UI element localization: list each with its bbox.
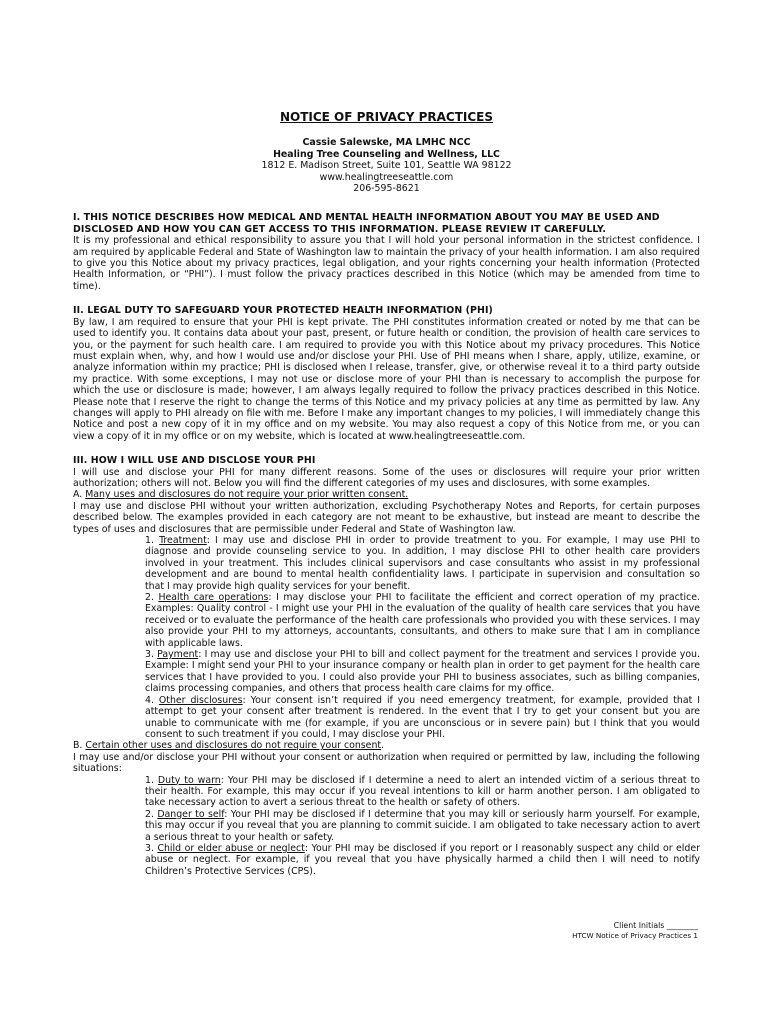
item-text: : Your PHI may be disclosed if you report or I reasonably suspect any child or elder abuse or neglect. For example, if you reveal that you have physically harmed a child then I will need to notify Children’s Protective Services (CPS). <box>145 842 700 877</box>
subsection-b-body: I may use and/or disclose your PHI without your consent or authorization when required or permitted by law, including the following situations: <box>73 751 700 775</box>
item-number: 3. <box>145 842 158 854</box>
list-item <box>145 809 700 843</box>
item-text: : I may use and disclose PHI in order to provide treatment to you. For example, I may use PHI to diagnose and provide counseling service to you. In addition, I may disclose PHI to other health care providers involved in your treatment. This includes clinical supervisors and case consultants who assist in my professional development and are bound to mental health confidentiality laws. I participate in supervision and consultation so that I may provide high quality services for your benefit. <box>145 535 700 592</box>
item-label: Duty to warn <box>157 774 221 786</box>
subsection-a-heading <box>73 489 700 500</box>
website: www.healingtreeseattle.com <box>319 171 454 183</box>
item-label: Health care operations <box>158 592 269 604</box>
item-label: Treatment <box>159 535 207 546</box>
item-number: 3. <box>145 649 158 661</box>
item-text: : I may use and disclose your PHI to bill and collect payment for the treatment and services I provide you. Example: I might send your PHI to your insurance company or health plan in order to get payment for the health care services that I have provided to you. I could also provide your PHI to business associates, such as billing companies, claims processing companies, and others that process health care claims for my office. <box>145 649 700 695</box>
phone: 206-595-8621 <box>353 183 420 195</box>
item-number: 4. <box>145 694 159 706</box>
item-number: 2. <box>145 592 159 604</box>
list-item <box>145 535 700 592</box>
subsection-b-prefix: B. <box>73 740 86 752</box>
section-1-body: It is my professional and ethical responsibility to assure you that I will hold your personal information in the strictest confidence. I am required by applicable Federal and State of Washington law to maintain the privacy of your health information. I am also required to give you this Notice about my privacy practices, legal obligation, and your rights concerning your health information (Protected Health Information, or “PHI”). I must follow the privacy practices described in this Notice (which may be amended from time to time). <box>73 235 700 292</box>
section-1-heading: I. THIS NOTICE DESCRIBES HOW MEDICAL AND MENTAL HEALTH INFORMATION ABOUT YOU MAY BE USED AND DISCLOSED AND HOW YOU CAN GET ACCESS TO THIS INFORMATION. PLEASE REVIEW IT CAREFULLY. <box>73 212 660 235</box>
list-item <box>145 695 700 741</box>
subsection-a-title: Many uses and disclosures do not require your prior written consent. <box>85 489 409 501</box>
section-2-heading: II. LEGAL DUTY TO SAFEGUARD YOUR PROTECTED HEALTH INFORMATION (PHI) <box>73 305 493 317</box>
page-footer-label: HTCW Notice of Privacy Practices 1 <box>572 931 698 940</box>
provider-header <box>73 137 700 194</box>
client-initials: Client Initials ________ <box>613 921 698 930</box>
subsection-a-list <box>73 535 700 740</box>
address: 1812 E. Madison Street, Suite 101, Seattle WA 98122 <box>261 160 512 172</box>
subsection-b-list <box>73 775 700 878</box>
item-text: : Your consent isn’t required if you need emergency treatment, for example, provided that I attempt to get your consent after treatment is rendered. In the event that I try to get your consent but you are unable to communicate with me (for example, if you are unconscious or in severe pain) but I think that you would consent to such treatment if you could, I may disclose your PHI. <box>145 694 700 740</box>
document-title: NOTICE OF PRIVACY PRACTICES <box>279 110 493 124</box>
item-text: : Your PHI may be disclosed if I determine a need to alert an intended victim of a serious threat to their health. For example, this may occur if you reveal intentions to kill or harm another person. I am obligated to take necessary action to avert a serious threat to the health or safety of others. <box>145 774 700 809</box>
list-item <box>145 649 700 695</box>
item-number: 1. <box>145 774 158 786</box>
organization-name: Healing Tree Counseling and Wellness, LLC <box>273 148 500 160</box>
item-text: : I may disclose your PHI to facilitate the efficient and correct operation of my practice. Examples: Quality control - I might use your PHI in the evaluation of the quality of health care services that you have received or to evaluate the performance of the health care professionals who provided you with these services. I may also provide your PHI to my attorneys, accountants, consultants, and others to make sure that I am in compliance with applicable laws. <box>145 592 700 649</box>
item-text: : Your PHI may be disclosed if I determine that you may kill or seriously harm yourself. For example, this may occur if you reveal that you are planning to commit suicide. I am obligated to take necessary action to avert a serious threat to your health or safety. <box>145 808 701 843</box>
subsection-b-heading <box>73 740 700 751</box>
item-number: 2. <box>145 808 158 820</box>
list-item <box>145 775 700 809</box>
section-3-heading: III. HOW I WILL USE AND DISCLOSE YOUR PHI <box>73 455 316 467</box>
section-3-intro: I will use and disclose your PHI for many different reasons. Some of the uses or disclosures will require your prior written authorization; others will not. Below you will find the different categories of my uses and disclosures, with some examples. <box>73 466 700 489</box>
subsection-b-period: . <box>381 740 385 752</box>
item-label: Child or elder abuse or neglect <box>157 842 305 854</box>
item-label: Danger to self <box>157 808 225 820</box>
item-label: Payment <box>157 649 199 661</box>
item-number: 1. <box>145 535 160 546</box>
subsection-b-title: Certain other uses and disclosures do not require your consent <box>85 740 382 752</box>
provider-name: Cassie Salewske, MA LMHC NCC <box>302 137 471 149</box>
list-item <box>145 843 700 877</box>
document-content <box>73 112 700 877</box>
section-2-body: By law, I am required to ensure that your PHI is kept private. The PHI constitutes information created or noted by me that can be used to identify you. It contains data about your past, present, or future health or condition, the provision of health care services to you, or the payment for such health care. I am required to provide you with this Notice about my privacy procedures. This Notice must explain when, why, and how I would use and/or disclose your PHI. Use of PHI means when I share, apply, utilize, examine, or analyze information within my practice; PHI is disclosed when I release, transfer, give, or otherwise reveal it to a third party outside my practice. With some exceptions, I may not use or disclose more of your PHI than is necessary to accomplish the purpose for which the use or disclosure is made; however, I am always legally required to follow the privacy practices described in this Notice. Please note that I reserve the right to change the terms of this Notice and my privacy policies at any time as permitted by law. Any changes will apply to PHI already on file with me. Before I make any important changes to my policies, I will immediately change this Notice and post a new copy of it in my office and on my website. You may also request a copy of this Notice from me, or you can view a copy of it in my office or on my website, which is located at www.healingtreeseattle.com. <box>73 316 700 442</box>
subsection-a-prefix: A. <box>73 489 86 501</box>
list-item <box>145 592 700 649</box>
item-label: Other disclosures <box>158 694 243 706</box>
subsection-a-body: I may use and disclose PHI without your written authorization, excluding Psychotherapy Notes and Reports, for certain purposes described below. The examples provided in each category are not meant to be exhaustive, but instead are meant to describe the types of uses and disclosures that are permissible under Federal and State of Washington law. <box>73 500 700 535</box>
